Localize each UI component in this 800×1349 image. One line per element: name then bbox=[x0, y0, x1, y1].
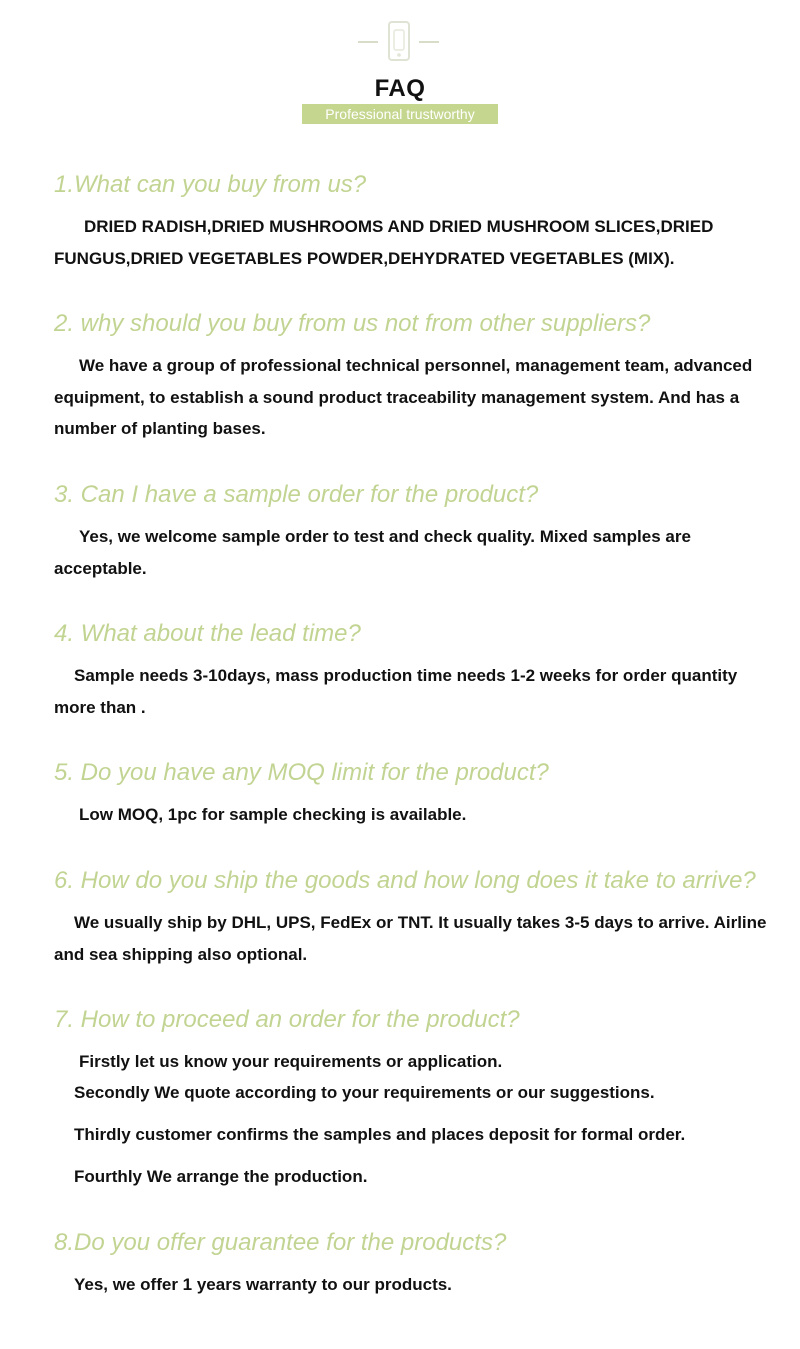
faq-question-6: 6. How do you ship the goods and how long does it take to arrive? bbox=[54, 867, 756, 894]
faq-answer-4-text: Sample needs 3-10days, mass production time needs 1-2 weeks for order quantity more than . bbox=[54, 666, 738, 717]
faq-question-4: 4. What about the lead time? bbox=[54, 620, 361, 647]
faq-question-5: 5. Do you have any MOQ limit for the product? bbox=[54, 759, 549, 786]
decorative-line-right bbox=[419, 41, 439, 43]
faq-answer-6-text: We usually ship by DHL, UPS, FedEx or TNT. It usually takes 3-5 days to arrive. Airline and sea shipping also optional. bbox=[54, 913, 767, 964]
order-step-2: Secondly We quote according to your requirements or our suggestions. bbox=[74, 1083, 655, 1102]
faq-answer-2 bbox=[54, 350, 774, 445]
faq-question-8: 8.Do you offer guarantee for the products? bbox=[54, 1229, 507, 1256]
order-step-4: Fourthly We arrange the production. bbox=[74, 1167, 368, 1186]
subtitle-banner: Professional trustworthy bbox=[302, 104, 498, 124]
cup-icon bbox=[386, 20, 412, 62]
faq-answer-3 bbox=[54, 521, 774, 584]
faq-answer-6 bbox=[54, 907, 774, 970]
order-step-1: Firstly let us know your requirements or application. bbox=[79, 1052, 503, 1071]
faq-answer-5 bbox=[54, 799, 774, 831]
faq-answer-7 bbox=[54, 1046, 774, 1192]
faq-answer-1-text: DRIED RADISH,DRIED MUSHROOMS AND DRIED MUSHROOM SLICES,DRIED FUNGUS,DRIED VEGETABLES POWDER,DEHYDRATED VEGETABLES (MIX). bbox=[54, 217, 714, 268]
decorative-line-left bbox=[358, 41, 378, 43]
faq-answer-5-text: Low MOQ, 1pc for sample checking is available. bbox=[79, 805, 467, 824]
faq-answer-1 bbox=[54, 211, 774, 274]
faq-question-2: 2. why should you buy from us not from other suppliers? bbox=[54, 310, 651, 337]
faq-header bbox=[0, 0, 800, 140]
faq-answer-2-text: We have a group of professional technical personnel, management team, advanced equipment, to establish a sound product traceability management system. And has a number of planting bases. bbox=[54, 356, 753, 438]
order-step-3: Thirdly customer confirms the samples and places deposit for formal order. bbox=[74, 1125, 686, 1144]
faq-answer-8 bbox=[54, 1269, 774, 1301]
faq-answer-3-text: Yes, we welcome sample order to test and check quality. Mixed samples are acceptable. bbox=[54, 527, 691, 578]
faq-question-1: 1.What can you buy from us? bbox=[54, 171, 367, 198]
faq-question-7: 7. How to proceed an order for the product? bbox=[54, 1006, 520, 1033]
faq-answer-4 bbox=[54, 660, 774, 723]
page-title: FAQ bbox=[374, 75, 426, 102]
faq-question-3: 3. Can I have a sample order for the product? bbox=[54, 481, 539, 508]
faq-answer-8-text: Yes, we offer 1 years warranty to our products. bbox=[74, 1275, 452, 1294]
